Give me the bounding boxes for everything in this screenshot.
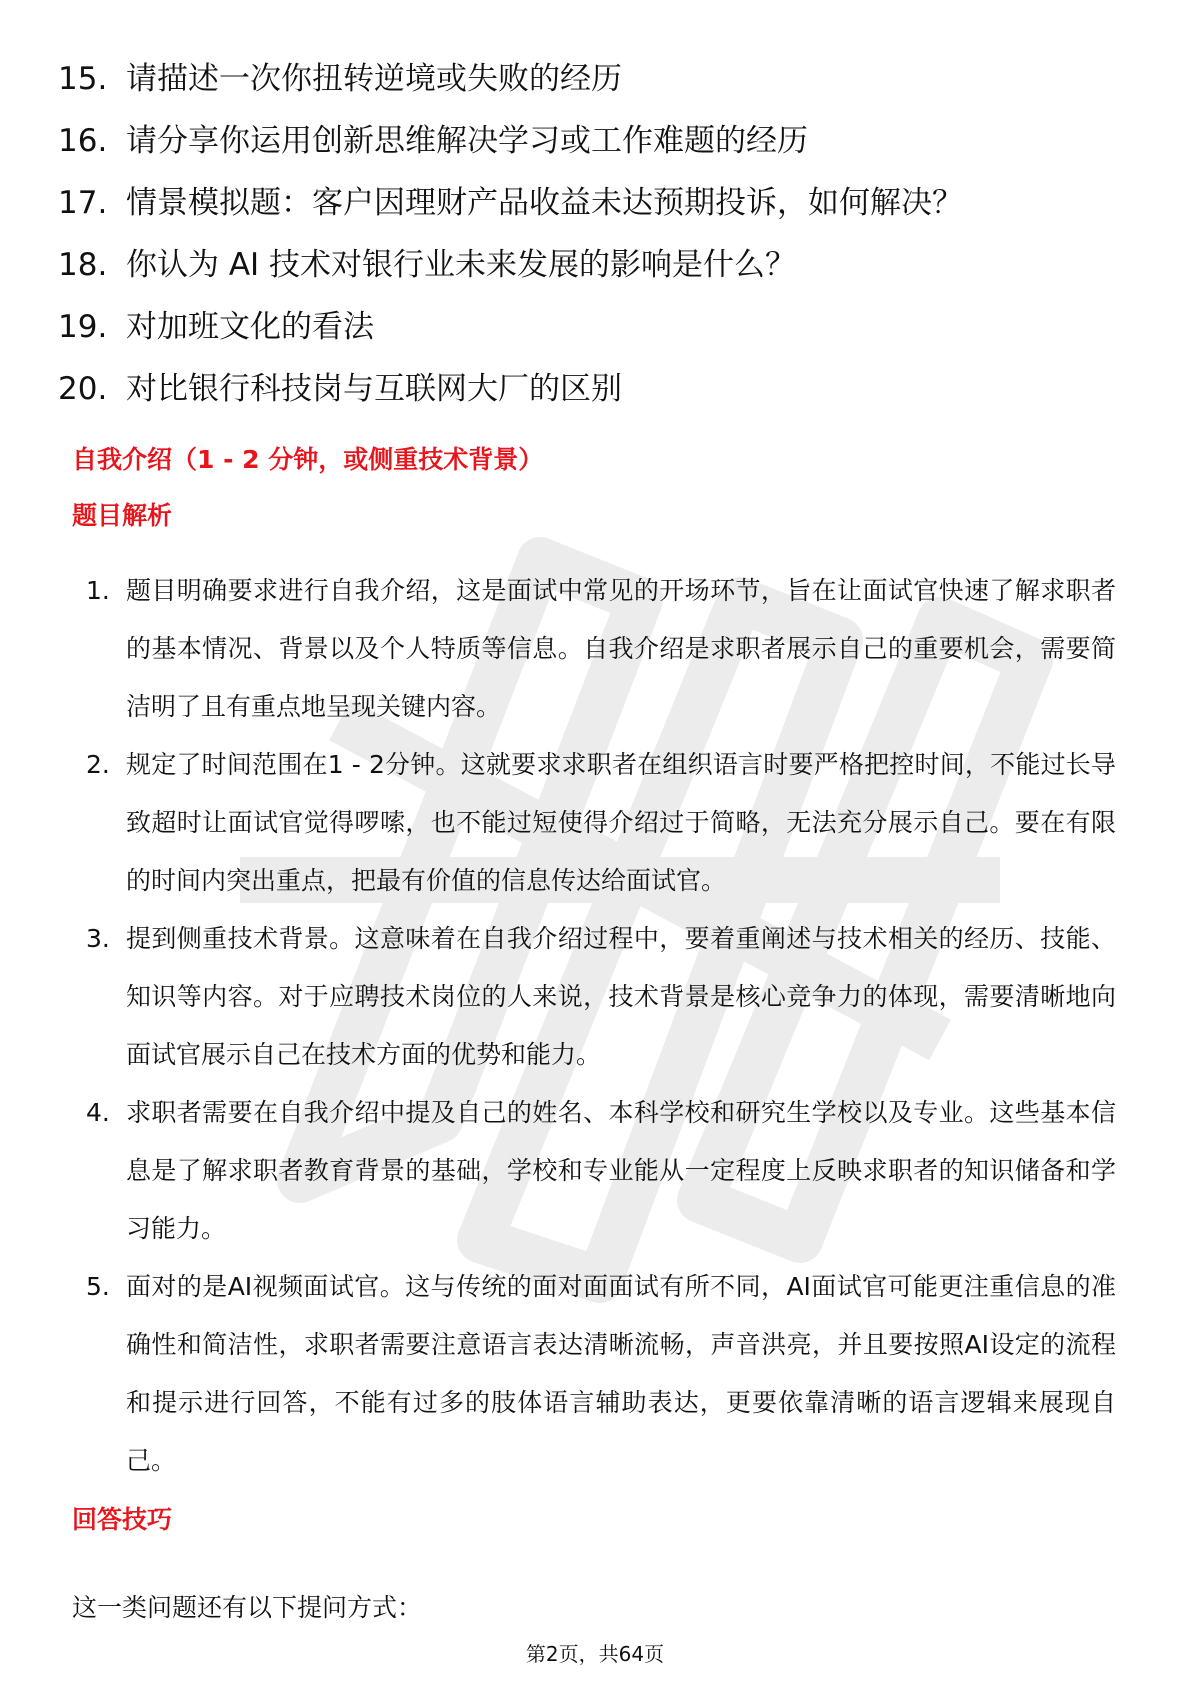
question-text: 请描述一次你扭转逆境或失败的经历 [126, 61, 622, 97]
question-number: 17. [58, 185, 108, 221]
question-item [0, 48, 1190, 110]
page-footer: 第2页，共64页 [525, 1642, 665, 1666]
analysis-text: 规定了时间范围在1 - 2分钟。这就要求求职者在组织语言时要严格把控时间，不能过长导致超时让面试官觉得啰嗦，也不能过短使得介绍过于简略，无法充分展示自己。要在有限的时间内突出重点，把最有价值的信息传达给面试官。 [126, 750, 1116, 895]
analysis-item [0, 736, 1190, 910]
analysis-number: 3. [86, 924, 110, 953]
analysis-number: 1. [86, 576, 110, 605]
question-item [0, 110, 1190, 172]
section-title: 自我介绍（1 - 2 分钟，或侧重技术背景） [72, 445, 544, 474]
analysis-heading: 题目解析 [72, 501, 173, 530]
tips-intro: 这一类问题还有以下提问方式： [72, 1593, 423, 1622]
tips-heading: 回答技巧 [72, 1505, 173, 1534]
question-item [0, 296, 1190, 358]
analysis-number: 5. [86, 1272, 110, 1301]
question-item [0, 358, 1190, 420]
analysis-item [0, 1084, 1190, 1258]
question-text: 情景模拟题：客户因理财产品收益未达预期投诉，如何解决？ [126, 185, 963, 221]
question-number: 16. [58, 123, 108, 159]
question-text: 对比银行科技岗与互联网大厂的区别 [126, 371, 622, 407]
analysis-number: 2. [86, 750, 110, 779]
question-text: 你认为 AI 技术对银行业未来发展的影响是什么？ [126, 247, 797, 283]
question-list [0, 48, 1190, 420]
analysis-item [0, 562, 1190, 736]
question-item [0, 172, 1190, 234]
analysis-item [0, 1258, 1190, 1490]
question-item [0, 234, 1190, 296]
question-text: 对加班文化的看法 [126, 309, 374, 345]
question-number: 20. [58, 371, 108, 407]
question-number: 18. [58, 247, 108, 283]
analysis-text: 提到侧重技术背景。这意味着在自我介绍过程中，要着重阐述与技术相关的经历、技能、知识等内容。对于应聘技术岗位的人来说，技术背景是核心竞争力的体现，需要清晰地向面试官展示自己在技术方面的优势和能力。 [126, 924, 1116, 1069]
analysis-list [0, 562, 1190, 1490]
question-number: 15. [58, 61, 108, 97]
analysis-text: 求职者需要在自我介绍中提及自己的姓名、本科学校和研究生学校以及专业。这些基本信息是了解求职者教育背景的基础，学校和专业能从一定程度上反映求职者的知识储备和学习能力。 [126, 1098, 1116, 1243]
analysis-item [0, 910, 1190, 1084]
analysis-text: 面对的是AI视频面试官。这与传统的面对面面试有所不同，AI面试官可能更注重信息的准确性和简洁性，求职者需要注意语言表达清晰流畅，声音洪亮，并且要按照AI设定的流程和提示进行回答，不能有过多的肢体语言辅助表达，更要依靠清晰的语言逻辑来展现自己。 [126, 1272, 1116, 1475]
analysis-number: 4. [86, 1098, 110, 1127]
question-number: 19. [58, 309, 108, 345]
analysis-text: 题目明确要求进行自我介绍，这是面试中常见的开场环节，旨在让面试官快速了解求职者的基本情况、背景以及个人特质等信息。自我介绍是求职者展示自己的重要机会，需要简洁明了且有重点地呈现关键内容。 [126, 576, 1116, 721]
question-text: 请分享你运用创新思维解决学习或工作难题的经历 [126, 123, 808, 159]
